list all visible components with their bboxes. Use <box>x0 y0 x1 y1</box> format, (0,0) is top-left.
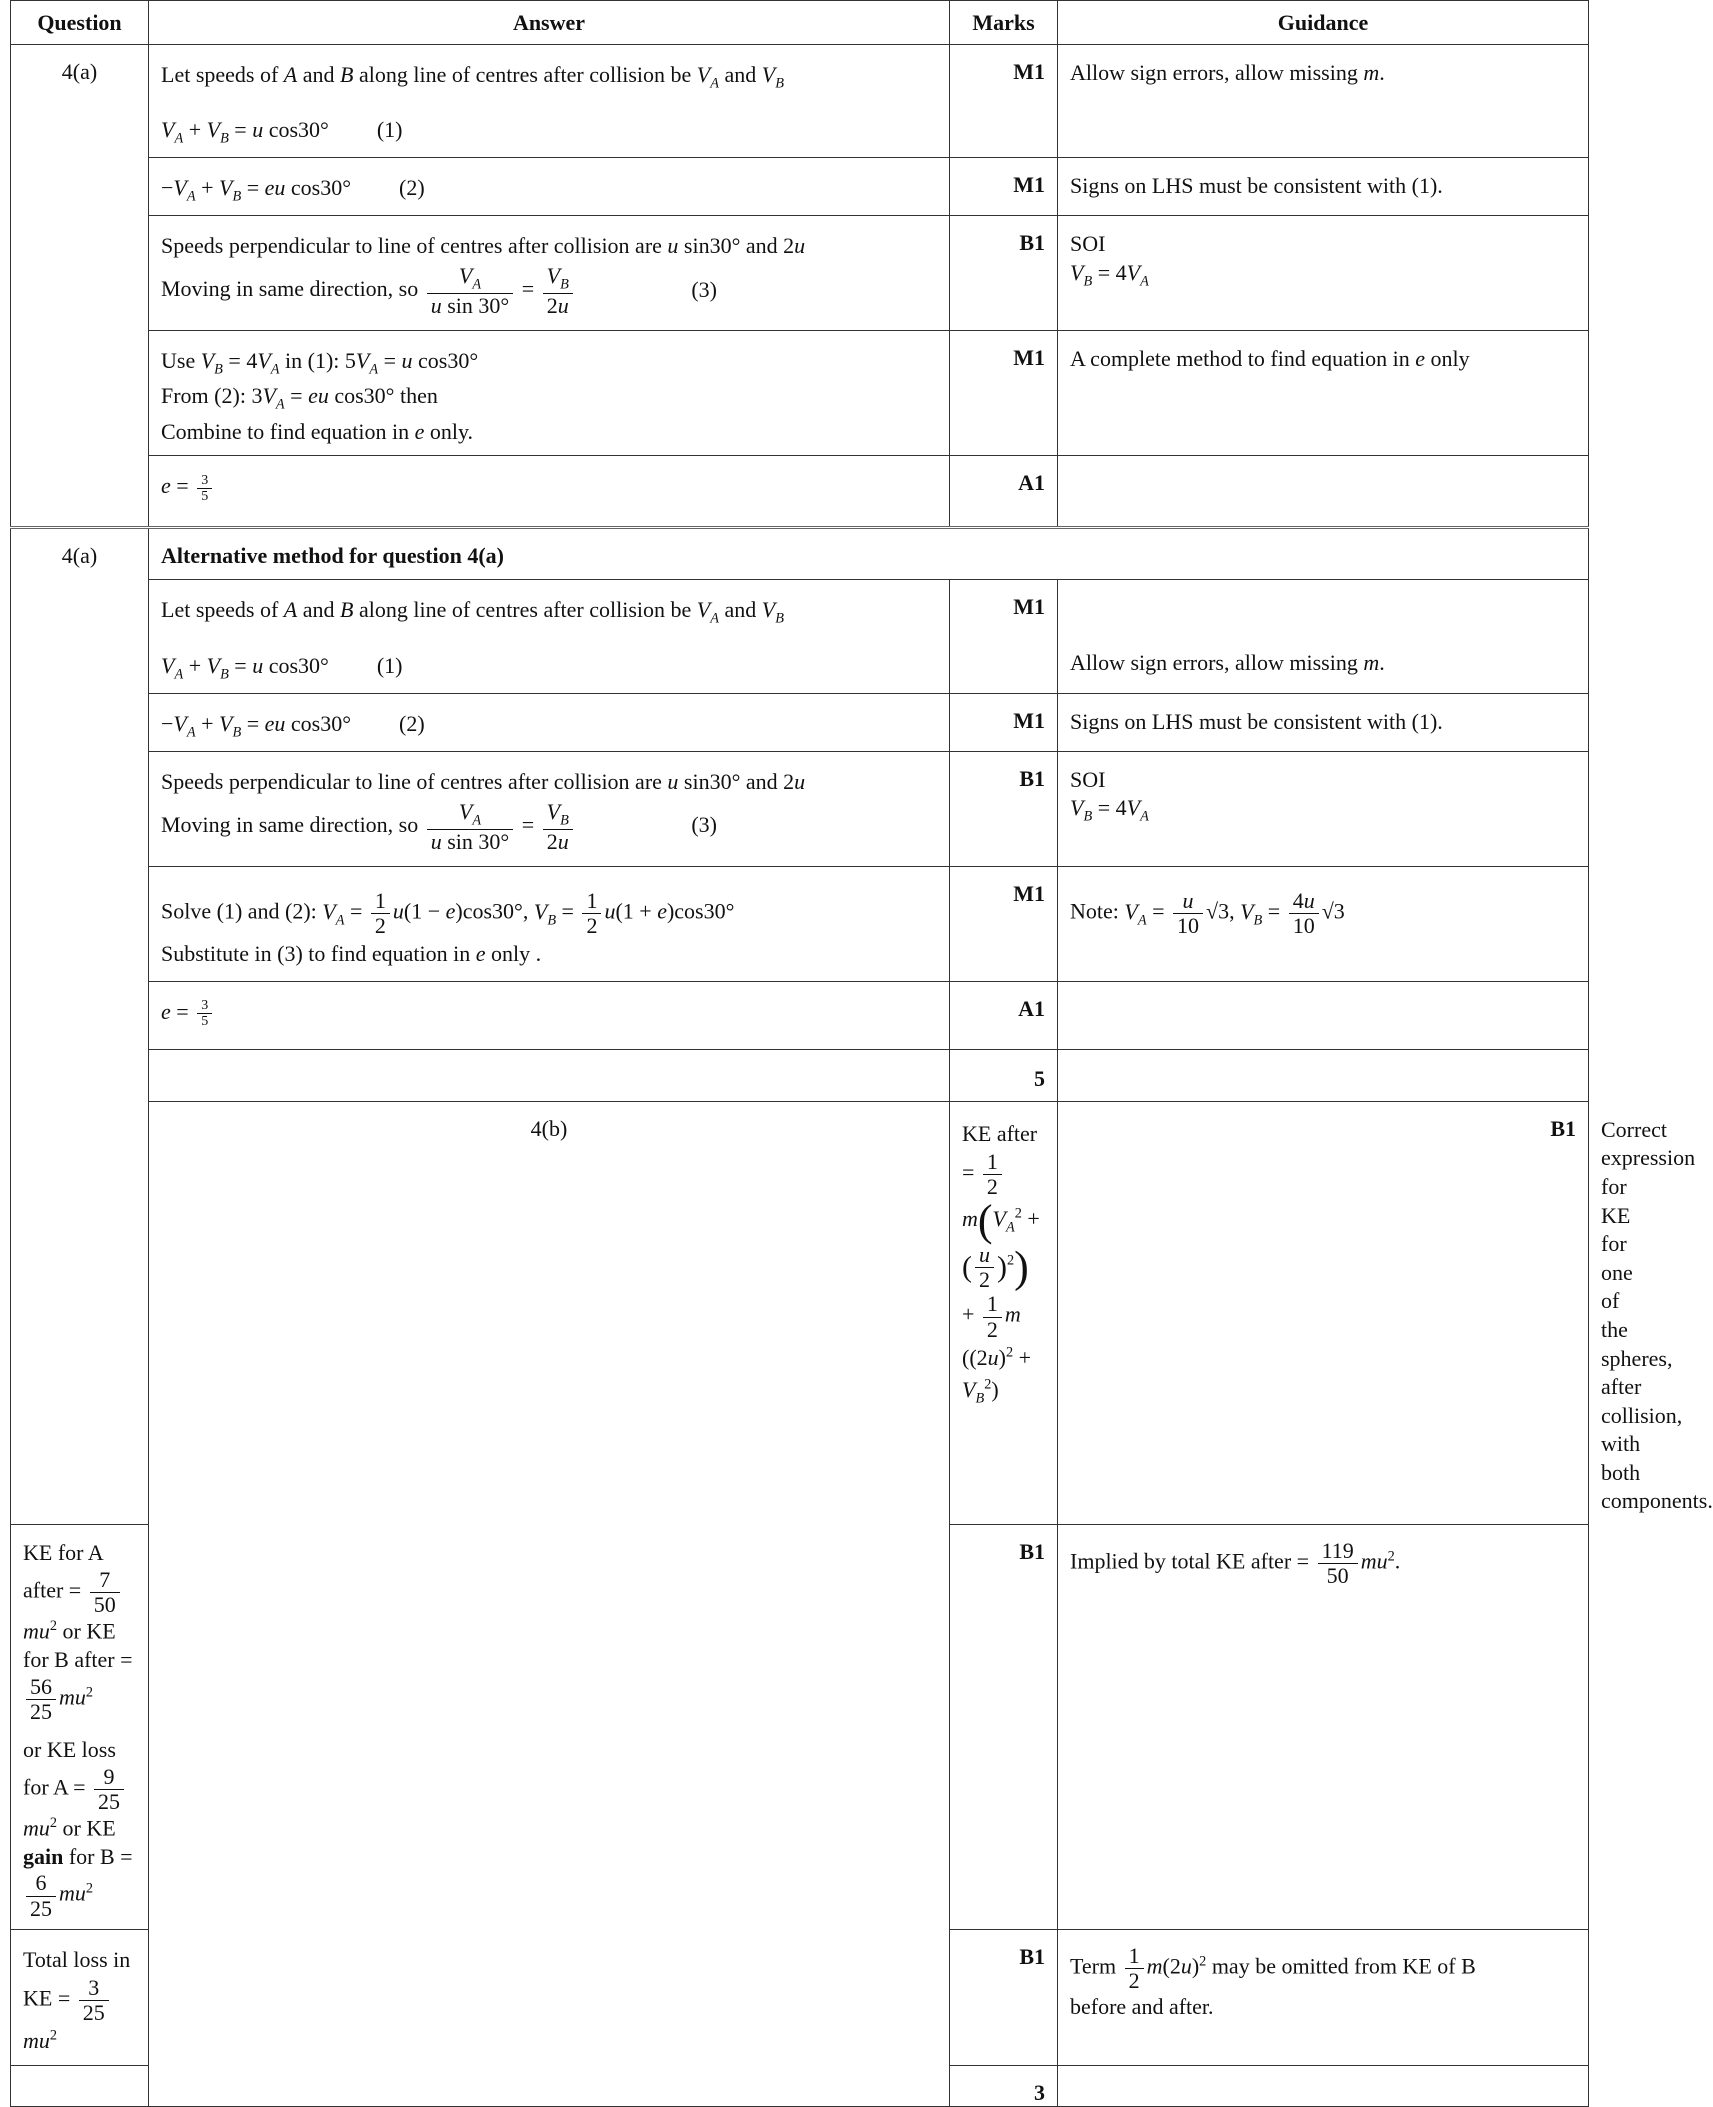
guidance-cell: SOI $V_B = 4V_A$ <box>1058 751 1589 866</box>
fraction: $\frac{u}{10}$ <box>1173 889 1203 938</box>
guidance-cell <box>1058 2065 1589 2106</box>
question-number: 4(a) <box>11 45 149 528</box>
guidance-cell: Signs on LHS must be consistent with (1). <box>1058 158 1589 216</box>
equation-tag: (2) <box>399 710 425 736</box>
table-row <box>11 331 1589 456</box>
answer-text: or KE for B after = <box>23 1618 133 1672</box>
guidance-text: Implied by total KE after = <box>1070 1548 1310 1574</box>
table-row <box>11 216 1589 331</box>
table-row <box>11 981 1589 1049</box>
answer-text: or KE <box>62 1815 116 1841</box>
fraction: $\frac{V_B}{2u}$ <box>543 800 573 854</box>
table-row <box>11 456 1589 528</box>
guidance-text: SOI <box>1070 231 1106 257</box>
guidance-cell: Allow sign errors, allow missing m. <box>1058 580 1589 693</box>
answer-cell <box>149 1049 950 1101</box>
section-heading: Alternative method for question 4(a) <box>149 528 1589 580</box>
answer-cell: e = $\frac{3}{5}$ <box>149 456 950 528</box>
answer-text: gain <box>23 1843 64 1869</box>
fraction: $\frac{u}{2}$ <box>975 1243 994 1292</box>
answer-cell: KE for A after = $\frac{7}{50}$ $mu^2$ or KE for B after = $\frac{56}{25}$ $mu^2$ or KE loss for A = $\frac{9}{25}$ $mu^2$ or KE gain for B = $\frac{6}{25}$ $mu^2$ <box>11 1525 149 1930</box>
mark-cell: B1 <box>950 1929 1058 2065</box>
answer-cell: Let speeds of A and B along line of centres after collision be $V_A$ and $V_B$ $V_A + V_B = u$ cos30° (1) <box>149 45 950 158</box>
mark-cell: B1 <box>1058 1101 1589 1524</box>
header-guidance: Guidance <box>1058 1 1589 45</box>
mark-cell: M1 <box>950 693 1058 751</box>
guidance-text: SOI <box>1070 766 1106 792</box>
equation-tag: (1) <box>376 117 403 143</box>
mark-cell: B1 <box>950 1525 1058 1930</box>
answer-cell: $-V_A + V_B$ = eu cos30° (2) <box>149 158 950 216</box>
header-answer: Answer <box>149 1 950 45</box>
answer-cell: $-V_A + V_B$ = eu cos30° (2) <box>149 693 950 751</box>
total-marks: 5 <box>950 1049 1058 1101</box>
table-row <box>11 693 1589 751</box>
answer-text: Speeds perpendicular to line of centres after collision are <box>161 233 662 259</box>
fraction: $\frac{1}{2}$ <box>582 889 601 938</box>
table-row <box>11 528 1589 580</box>
header-marks: Marks <box>950 1 1058 45</box>
table-row <box>11 580 1589 693</box>
header-question: Question <box>11 1 149 45</box>
equation-tag: (3) <box>691 811 717 837</box>
guidance-text: Term <box>1070 1953 1117 1979</box>
mark-cell: B1 <box>950 751 1058 866</box>
answer-text: Moving in same direction, so <box>161 276 419 302</box>
equation-tag: (3) <box>691 276 717 302</box>
answer-cell: Speeds perpendicular to line of centres after collision are u sin30° and 2u Moving in same direction, so $\frac{V_A}{\text{u sin 30°}}$ = $\frac{V_B}{2u}$ (3) <box>149 216 950 331</box>
header-row <box>11 1 1589 45</box>
guidance-text: Note: <box>1070 898 1119 924</box>
guidance-cell <box>1058 1049 1589 1101</box>
fraction: $\frac{4u}{10}$ <box>1289 889 1319 938</box>
fraction: $\frac{3}{5}$ <box>197 473 212 505</box>
answer-text: for B = <box>68 1843 133 1869</box>
answer-cell: Use $V_B = 4V_A$ in (1): $5V_A = u$ cos30° From (2): $3V_A$ = eu cos30° then Combine to find equation in e only. <box>149 331 950 456</box>
equation-tag: (2) <box>399 175 425 201</box>
fraction: $\frac{56}{25}$ <box>26 1675 56 1724</box>
mark-cell: M1 <box>950 331 1058 456</box>
guidance-text: may be omitted from KE of B <box>1211 1953 1476 1979</box>
mark-cell: M1 <box>950 45 1058 158</box>
guidance-cell: SOI $V_B = 4V_A$ <box>1058 216 1589 331</box>
answer-cell <box>11 2065 149 2106</box>
guidance-cell <box>1058 456 1589 528</box>
answer-text: KE for A after = <box>23 1540 103 1603</box>
mark-cell: A1 <box>950 456 1058 528</box>
mark-cell: B1 <box>950 216 1058 331</box>
table-row <box>11 1049 1589 1101</box>
table-row <box>11 158 1589 216</box>
total-marks: 3 <box>950 2065 1058 2106</box>
mark-cell: M1 <box>950 866 1058 981</box>
fraction: $\frac{9}{25}$ <box>94 1765 124 1814</box>
answer-text: Solve (1) and (2): <box>161 898 317 924</box>
fraction: $\frac{3}{25}$ <box>79 1976 109 2025</box>
fraction: $\frac{1}{2}$ <box>983 1292 1002 1341</box>
fraction: $\frac{1}{2}$ <box>983 1150 1002 1199</box>
question-number: 4(b) <box>149 1101 950 2106</box>
fraction: $\frac{V_A}{\text{u sin 30°}}$ <box>427 800 513 854</box>
answer-cell: e = $\frac{3}{5}$ <box>149 981 950 1049</box>
mark-cell: M1 <box>950 158 1058 216</box>
guidance-cell <box>1058 981 1589 1049</box>
answer-text: KE after = <box>962 1120 1038 1185</box>
guidance-cell: Signs on LHS must be consistent with (1). <box>1058 693 1589 751</box>
answer-text: or KE loss for A = <box>23 1736 116 1800</box>
guidance-cell: A complete method to find equation in e only <box>1058 331 1589 456</box>
answer-cell: Let speeds of A and B along line of centres after collision be $V_A$ and $V_B$ $V_A + V_B = u$ cos30° (1) <box>149 580 950 693</box>
answer-text: Total loss in KE = <box>23 1946 131 2011</box>
guidance-cell: Allow sign errors, allow missing m. <box>1058 45 1589 158</box>
answer-cell: Total loss in KE = $\frac{3}{25}$ $mu^2$ <box>11 1929 149 2065</box>
answer-cell: KE after = $\frac{1}{2}$ $m(V_A^2$ + ( $\frac{u}{2}$ )$^2$) + $\frac{1}{2}$ m $((2u)^2 + V_B^2)$ <box>950 1101 1058 1524</box>
table-row <box>11 866 1589 981</box>
question-number: 4(a) <box>11 528 149 1525</box>
guidance-cell: Implied by total KE after = $\frac{119}{50}$ $mu^2$. <box>1058 1525 1589 1930</box>
fraction: $\frac{6}{25}$ <box>26 1871 56 1920</box>
equation-tag: (1) <box>376 652 403 678</box>
fraction: $\frac{119}{50}$ <box>1318 1539 1358 1588</box>
answer-cell: Speeds perpendicular to line of centres after collision are u sin30° and 2u Moving in same direction, so $\frac{V_A}{\text{u sin 30°}}$ = $\frac{V_B}{2u}$ (3) <box>149 751 950 866</box>
fraction: $\frac{7}{50}$ <box>90 1568 120 1617</box>
fraction: $\frac{1}{2}$ <box>371 889 390 938</box>
markscheme-table <box>10 0 1713 2107</box>
guidance-cell: Note: $V_A$ = $\frac{u}{10}$ √3, $V_B$ = $\frac{4u}{10}$ √3 <box>1058 866 1589 981</box>
guidance-cell: Term $\frac{1}{2}$ $m(2u)^2$ may be omitted from KE of B before and after. <box>1058 1929 1589 2065</box>
fraction: $\frac{3}{5}$ <box>197 998 212 1030</box>
guidance-text: before and after. <box>1070 1994 1214 2020</box>
answer-text: Speeds perpendicular to line of centres after collision are <box>161 768 662 794</box>
mark-cell: A1 <box>950 981 1058 1049</box>
mark-cell: M1 <box>950 580 1058 693</box>
table-row <box>11 751 1589 866</box>
fraction: $\frac{V_A}{\text{u sin 30°}}$ <box>427 264 513 318</box>
answer-cell: Solve (1) and (2): $V_A$ = $\frac{1}{2}$ u(1 − e)cos30°, $V_B$ = $\frac{1}{2}$ u(1 + e)cos30° Substitute in (3) to find equation in e only . <box>149 866 950 981</box>
answer-text: Moving in same direction, so <box>161 811 419 837</box>
table-row: 4(b) KE after = $\frac{1}{2}$ $m(V_A^2$ + ( $\frac{u}{2}$ )$^2$) + $\frac{1}{2}$ m $((2u)^2 + V_B^2)$ B1 Correct expression for KE for one of the spheres, after collision, with both components. <box>11 1101 1589 1524</box>
table-row <box>11 45 1589 158</box>
fraction: $\frac{1}{2}$ <box>1125 1944 1144 1993</box>
fraction: $\frac{V_B}{2u}$ <box>543 264 573 318</box>
